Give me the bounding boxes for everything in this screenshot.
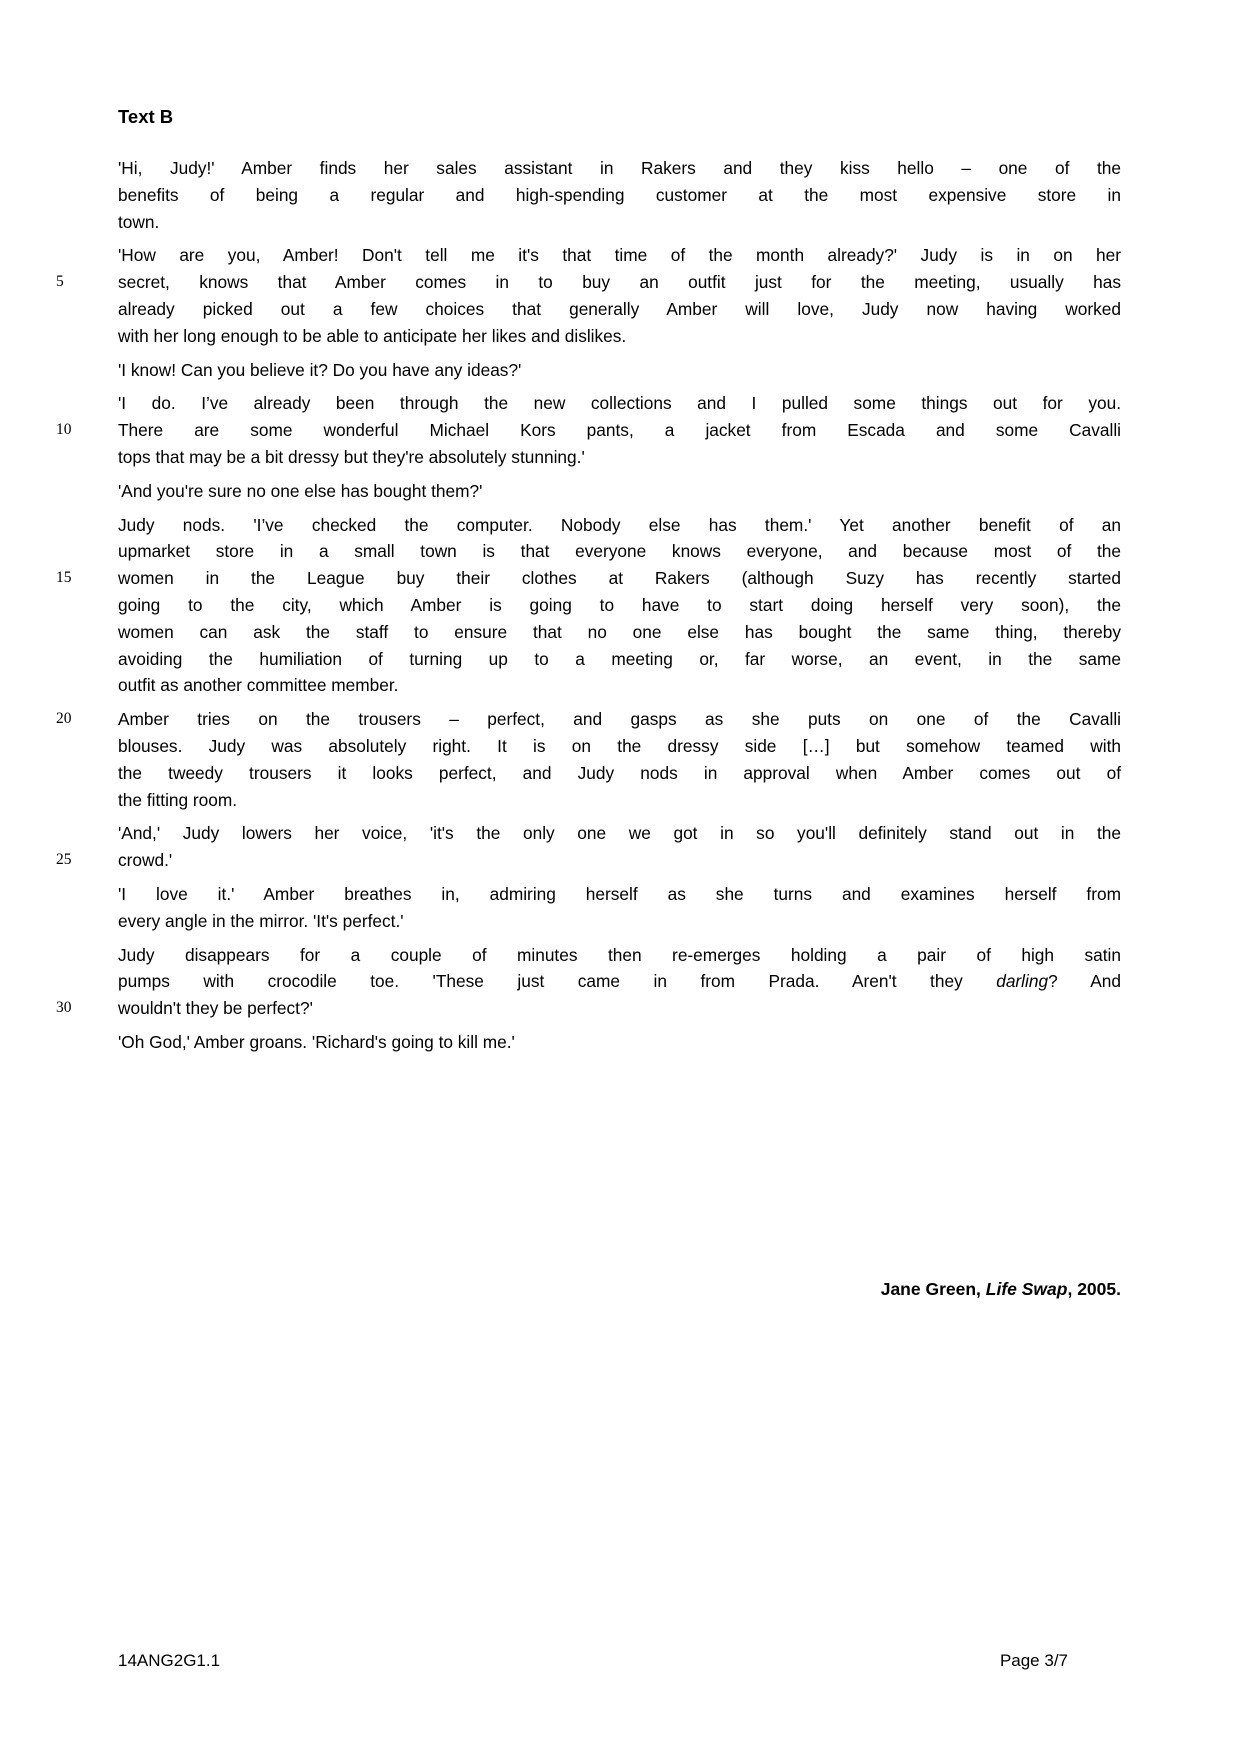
text-line: 25 crowd.' — [118, 847, 1121, 874]
paragraph — [118, 881, 1121, 935]
line-number: 30 — [56, 999, 72, 1017]
text-line: 5 secret, knows that Amber comes in to buy an outfit just for the meeting, usually has — [118, 269, 1121, 296]
text-line: 'How are you, Amber! Don't tell me it's that time of the month already?' Judy is in on her — [118, 245, 1121, 266]
footer-page-number: Page 3/7 — [999, 1651, 1068, 1670]
text-line: 'Hi, Judy!' Amber finds her sales assistant in Rakers and they kiss hello – one of the — [118, 158, 1121, 178]
text-line: women can ask the staff to ensure that no one else has bought the same thing, thereby — [118, 621, 1121, 642]
text-line: blouses. Judy was absolutely right. It is on the dressy side […] but somehow teamed with — [118, 735, 1121, 756]
text-line: 'And you're sure no one else has bought them?' — [118, 480, 483, 501]
text-line: outfit as another committee member. — [118, 675, 399, 696]
text-line: 'I love it.' Amber breathes in, admiring herself as she turns and examines herself from — [118, 883, 1121, 904]
paragraph — [56, 706, 1121, 813]
text-line: the tweedy trousers it looks perfect, and Judy nods in approval when Amber comes out of — [118, 762, 1121, 783]
text-line: 'And,' Judy lowers her voice, 'it's the only one we got in so you'll definitely stand out in the — [118, 823, 1121, 844]
paragraph — [118, 478, 1121, 505]
text-line: Judy disappears for a couple of minutes then re-emerges holding a pair of high satin — [118, 944, 1121, 965]
text-line: 10 There are some wonderful Michael Kors pants, a jacket from Escada and some Cavalli — [118, 417, 1121, 444]
text-line: 'I know! Can you believe it? Do you have any ideas?' — [118, 359, 522, 380]
paragraph — [56, 242, 1121, 349]
line-number: 25 — [56, 851, 72, 869]
line-number: 10 — [56, 421, 72, 439]
footer-document-code: 14ANG2G1.1 — [118, 1651, 221, 1670]
text-line: pumps with crocodile toe. 'These just came in from Prada. Aren't they darling? And — [118, 971, 1121, 992]
text-line: 'I do. I’ve already been through the new collections and I pulled some things out for you. — [118, 393, 1121, 414]
paragraph — [56, 512, 1121, 700]
paragraph — [118, 155, 1121, 235]
text-line: 20 Amber tries on the trousers – perfect, and gasps as she puts on one of the Cavalli — [118, 706, 1121, 733]
line-number: 5 — [56, 273, 64, 291]
page-footer — [118, 1650, 1068, 1672]
text-line: benefits of being a regular and high-spending customer at the most expensive store in — [118, 184, 1121, 205]
paragraph — [56, 390, 1121, 470]
paragraph — [56, 942, 1121, 1022]
text-heading: Text B — [118, 106, 174, 127]
text-line: tops that may be a bit dressy but they're absolutely stunning.' — [118, 446, 585, 467]
text-line: avoiding the humiliation of turning up to a meeting or, far worse, an event, in the same — [118, 648, 1121, 669]
text-line: upmarket store in a small town is that everyone knows everyone, and because most of the — [118, 541, 1121, 562]
paragraph — [56, 820, 1121, 874]
text-line: every angle in the mirror. 'It's perfect.' — [118, 910, 404, 931]
text-line: going to the city, which Amber is going to have to start doing herself very soon), the — [118, 594, 1121, 615]
text-line: already picked out a few choices that generally Amber will love, Judy now having worked — [118, 298, 1121, 319]
attribution: Jane Green, Life Swap, 2005. — [880, 1278, 1121, 1299]
line-number: 20 — [56, 710, 72, 728]
text-line: 15 women in the League buy their clothes at Rakers (although Suzy has recently started — [118, 565, 1121, 592]
text-line: town. — [118, 211, 160, 232]
text-line: the fitting room. — [118, 789, 238, 810]
text-line: Judy nods. 'I’ve checked the computer. Nobody else has them.' Yet another benefit of an — [118, 514, 1121, 535]
line-number: 15 — [56, 569, 72, 587]
text-content — [56, 106, 1121, 1303]
text-line: with her long enough to be able to anticipate her likes and dislikes. — [118, 325, 627, 346]
paragraph — [118, 1029, 1121, 1056]
text-line: 'Oh God,' Amber groans. 'Richard's going to kill me.' — [118, 1031, 515, 1052]
paragraph — [118, 357, 1121, 384]
text-body — [56, 155, 1121, 1056]
text-line: 30 wouldn't they be perfect?' — [118, 995, 1121, 1022]
